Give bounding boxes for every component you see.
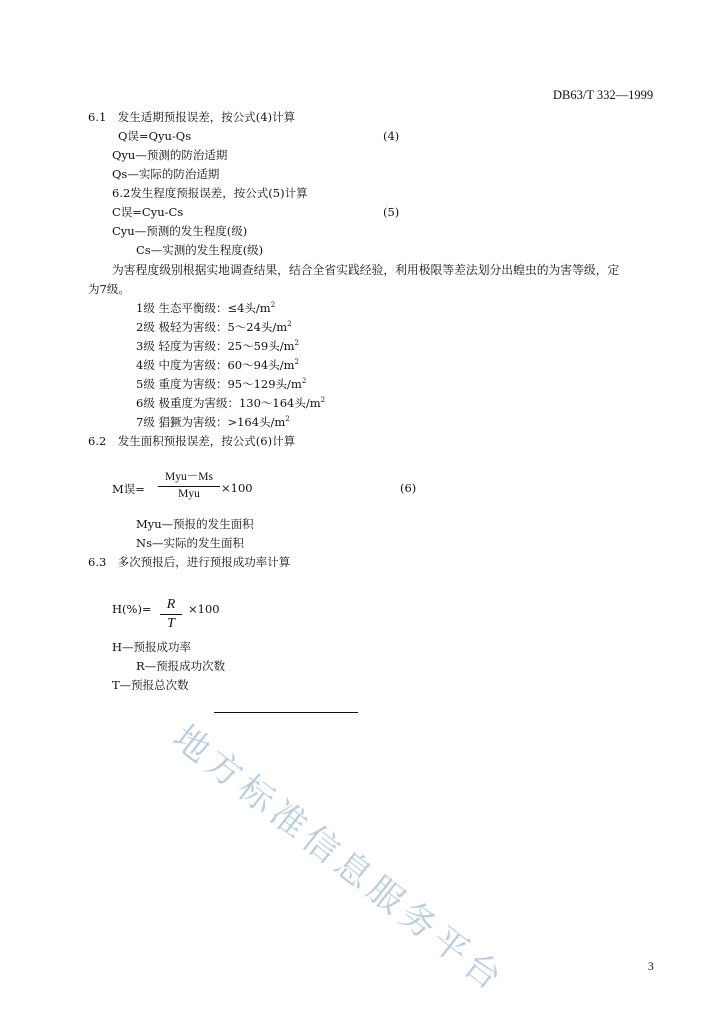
formula-success-denominator: T bbox=[167, 616, 175, 631]
formula-4: Q误=Qyu-Qs bbox=[118, 129, 192, 143]
page-number: 3 bbox=[648, 961, 654, 973]
level-item: 6级 极重度为害级：130～164头$/m^2$ bbox=[136, 396, 326, 410]
definition-ns: Ns—实际的发生面积 bbox=[136, 536, 244, 550]
definition-h: H—预报成功率 bbox=[112, 640, 192, 654]
definition-r: R—预报成功次数 bbox=[136, 659, 226, 673]
formula-success-fraction bbox=[160, 598, 182, 631]
definition-qyu: Qyu—预测的防治适期 bbox=[112, 148, 228, 162]
definition-t: T—预报总次数 bbox=[112, 678, 189, 692]
paragraph-line-2: 为7级。 bbox=[88, 282, 130, 296]
definition-qs: Qs—实际的防治适期 bbox=[112, 167, 220, 181]
formula-6-numerator: Myu－Ms bbox=[165, 471, 213, 483]
formula-4-number: (4) bbox=[383, 129, 400, 143]
definition-cs: Cs—实测的发生程度(级) bbox=[136, 243, 264, 257]
level-item: 7级 猖獗为害级：>164头$/m^2$ bbox=[136, 415, 290, 429]
section-6-1-title: 6.1 发生适期预报误差，按公式(4)计算 bbox=[88, 110, 296, 124]
formula-6-number: (6) bbox=[400, 481, 417, 495]
level-item: 2级 极轻为害级：5～24头$/m^2$ bbox=[136, 320, 292, 334]
section-6-2-area-title: 6.2 发生面积预报误差，按公式(6)计算 bbox=[88, 434, 296, 448]
formula-5-number: (5) bbox=[383, 205, 400, 219]
formula-success-numerator: R bbox=[166, 597, 176, 612]
paragraph-line-1: 为害程度级别根据实地调查结果，结合全省实践经验，利用极限等差法划分出蝗虫的为害等级，定 bbox=[112, 263, 620, 277]
formula-success-lhs: H(%)= bbox=[112, 602, 152, 616]
formula-6-lhs: M误= bbox=[112, 482, 145, 496]
fraction-bar bbox=[158, 486, 220, 487]
section-6-3-title: 6.3 多次预报后，进行预报成功率计算 bbox=[88, 555, 291, 569]
formula-6-fraction bbox=[158, 472, 220, 500]
level-item: 1级 生态平衡级：≤4头$/m^2$ bbox=[136, 301, 276, 315]
definition-cyu: Cyu—预测的发生程度(级) bbox=[112, 224, 248, 238]
formula-6-multiplier: ×100 bbox=[221, 481, 253, 495]
watermark: 地方标准信息服务平台 bbox=[165, 717, 513, 1002]
level-item: 5级 重度为害级：95～129头$/m^2$ bbox=[136, 377, 307, 391]
formula-success-multiplier: ×100 bbox=[188, 602, 220, 616]
formula-5: C误=Cyu-Cs bbox=[112, 205, 184, 219]
level-item: 3级 轻度为害级：25～59头$/m^2$ bbox=[136, 339, 299, 353]
formula-6-denominator: Myu bbox=[178, 487, 200, 500]
section-6-2-degree-title: 6.2发生程度预报误差，按公式(5)计算 bbox=[112, 186, 308, 200]
level-item: 4级 中度为害级：60～94头$/m^2$ bbox=[136, 358, 299, 372]
definition-myu: Myu—预报的发生面积 bbox=[136, 517, 254, 531]
standard-code: DB63/T 332—1999 bbox=[553, 88, 654, 102]
end-rule bbox=[214, 712, 358, 713]
fraction-bar bbox=[160, 614, 182, 615]
